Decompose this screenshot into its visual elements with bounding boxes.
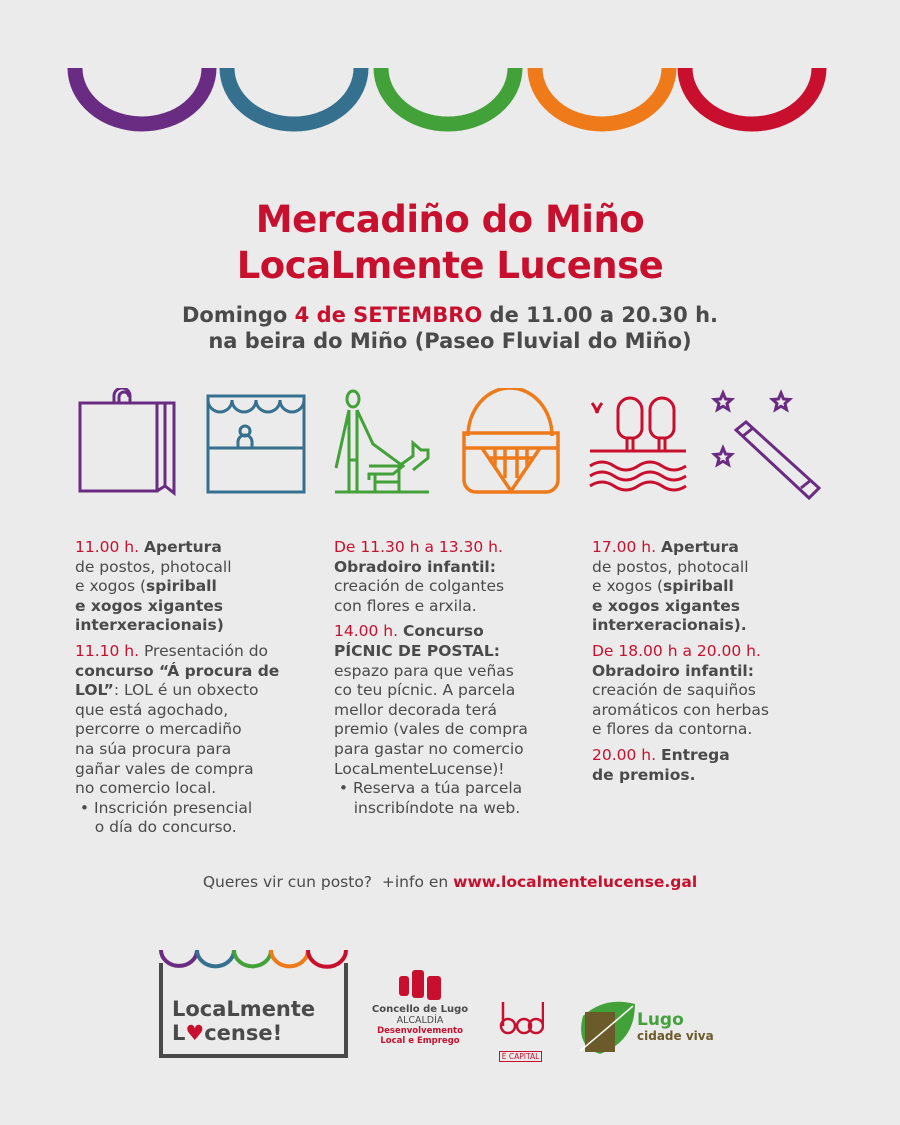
arch-orange — [535, 68, 669, 124]
event-line — [592, 616, 852, 636]
event-line — [592, 597, 852, 617]
leaf-wall-icon — [575, 996, 637, 1056]
date-prefix: Domingo — [181, 303, 295, 327]
date-highlight: 4 de SETEMBRO — [294, 303, 483, 327]
event-line — [334, 701, 594, 721]
lugo-label: Lugo — [637, 1010, 684, 1030]
event-line — [334, 597, 594, 617]
river-trees-icon — [588, 388, 692, 498]
lugo-cidade-viva-logo — [575, 996, 735, 1056]
event-highlight: PÍCNIC DE POSTAL: — [334, 641, 501, 660]
event-time: 20.00 h. — [592, 745, 661, 764]
logo-letter-l: L — [172, 1021, 186, 1045]
event-line — [75, 740, 335, 760]
city-walls-icon — [397, 968, 443, 1000]
logo-line-2 — [172, 1021, 315, 1045]
info-footer — [0, 873, 900, 891]
schedule-column-morning — [75, 538, 335, 844]
concello-de-lugo-logo — [370, 968, 470, 1046]
localmente-lucense-logo — [158, 945, 350, 1060]
event-line — [75, 577, 335, 597]
event-time: De 11.30 h a 13.30 h. — [334, 538, 503, 556]
event-location: na beira do Miño (Paseo Fluvial do Miño) — [208, 329, 692, 353]
decorative-arches — [0, 0, 900, 140]
schedule-event — [334, 622, 594, 818]
event-line — [592, 681, 852, 701]
event-highlight: interxeracionais). — [592, 616, 747, 635]
event-highlight: Obradoiro infantil: — [334, 557, 496, 576]
event-highlight: LOL” — [75, 681, 114, 700]
schedule-event — [75, 642, 335, 838]
arch-blue — [227, 68, 361, 124]
event-text: de postos, photocall — [592, 557, 749, 576]
dept-line-1: Desenvolvemento — [377, 1026, 463, 1036]
website-link[interactable]: www.localmentelucense.gal — [453, 873, 698, 891]
date-hours: de 11.00 a 20.30 h. — [482, 303, 719, 327]
event-time: 11.00 h. — [75, 538, 144, 556]
event-line — [592, 720, 852, 740]
event-line — [75, 616, 335, 636]
event-text: de postos, photocall — [75, 557, 232, 576]
event-text: no comercio local. — [75, 779, 217, 798]
title-line-2: LocaLmente Lucense — [236, 244, 664, 287]
event-highlight: spiriball — [146, 577, 217, 596]
event-text: o día do concurso. — [75, 818, 237, 837]
person-with-dog-icon — [333, 388, 437, 498]
event-line — [334, 642, 594, 662]
event-line — [334, 662, 594, 682]
event-text: e xogos ( — [592, 577, 664, 596]
lgd-logo — [493, 1000, 548, 1063]
event-line — [334, 577, 594, 597]
market-stall-icon — [205, 388, 309, 498]
event-line — [75, 720, 335, 740]
event-line — [75, 662, 335, 682]
event-text: premio (vales de compra — [334, 720, 528, 739]
event-text: espazo para que veñas — [334, 661, 514, 680]
event-highlight: Apertura — [143, 538, 222, 556]
cidade-viva-label: cidade viva — [637, 1029, 714, 1043]
event-highlight: concurso “Á procura de — [75, 661, 280, 680]
arch-red — [685, 68, 819, 124]
event-line — [334, 622, 594, 642]
heart-icon: ♥ — [185, 1021, 205, 1045]
event-highlight: de premios. — [592, 765, 696, 784]
event-line — [75, 642, 335, 662]
event-text: co teu pícnic. A parcela — [334, 681, 516, 700]
dept-line-2: Local e Emprego — [380, 1036, 460, 1046]
event-line — [75, 779, 335, 799]
event-line — [75, 597, 335, 617]
event-text: LocaLmenteLucense)! — [334, 759, 505, 778]
event-line — [75, 538, 335, 558]
schedule-event — [592, 642, 852, 740]
event-text: : LOL é un obxecto — [113, 681, 259, 700]
event-line — [592, 642, 852, 662]
event-line — [592, 662, 852, 682]
event-line — [334, 558, 594, 578]
event-text: aromáticos con herbas — [592, 700, 769, 719]
event-line — [592, 766, 852, 786]
event-text: mellor decorada terá — [334, 700, 498, 719]
event-line — [75, 818, 335, 838]
event-text: e xogos ( — [75, 577, 147, 596]
logo-line-1: LocaLmente — [172, 997, 316, 1021]
event-highlight: e xogos xigantes — [592, 596, 740, 615]
event-line — [592, 538, 852, 558]
event-text: e flores da contorna. — [592, 720, 753, 739]
event-highlight: Entrega — [660, 745, 730, 764]
lgd-caption: É CAPITAL — [499, 1051, 543, 1062]
event-line — [592, 701, 852, 721]
event-line — [334, 740, 594, 760]
logo-line-2-rest: cense! — [204, 1021, 283, 1045]
event-line — [75, 760, 335, 780]
event-text: que está agochado, — [75, 700, 229, 719]
schedule-event — [75, 538, 335, 636]
arch-purple — [75, 68, 209, 124]
event-text: gañar vales de compra — [75, 759, 254, 778]
title-line-1: Mercadiño do Miño — [255, 198, 645, 241]
event-text: percorre o mercadiño — [75, 720, 242, 739]
alcaldia-label: ALCALDÍA — [396, 1015, 444, 1026]
event-text: • Inscrición presencial — [75, 798, 253, 817]
event-text: para gastar no comercio — [334, 739, 524, 758]
event-text: inscribíndote na web. — [334, 798, 521, 817]
event-line — [592, 577, 852, 597]
event-line — [592, 558, 852, 578]
event-highlight: Obradoiro infantil: — [592, 661, 754, 680]
event-line — [75, 701, 335, 721]
event-highlight: e xogos xigantes — [75, 596, 223, 615]
event-text: creación de colgantes — [334, 577, 505, 596]
event-line — [592, 746, 852, 766]
arch-green — [381, 68, 515, 124]
event-line — [75, 799, 335, 819]
event-highlight: interxeracionais) — [75, 616, 224, 635]
event-text: Presentación do — [143, 641, 269, 660]
event-text: creación de saquiños — [592, 681, 756, 700]
schedule-event — [334, 538, 594, 616]
concello-name: Concello de Lugo — [371, 1004, 469, 1015]
event-line — [75, 681, 335, 701]
event-text: • Reserva a túa parcela — [334, 779, 523, 798]
schedule-event — [592, 746, 852, 785]
lgd-mark-icon — [498, 1000, 544, 1040]
event-highlight: spiriball — [663, 577, 734, 596]
event-time: 17.00 h. — [592, 538, 661, 556]
schedule-column-afternoon — [592, 538, 852, 791]
event-time: De 18.00 h a 20.00 h. — [592, 641, 761, 660]
magic-wand-icon — [706, 388, 826, 503]
event-line — [334, 779, 594, 799]
picnic-basket-icon — [460, 388, 564, 498]
footer-question: Queres vir cun posto? +info en — [202, 873, 454, 891]
event-text: con flores e arxila. — [334, 596, 477, 615]
event-text: na súa procura para — [75, 739, 232, 758]
schedule-column-midday — [334, 538, 594, 824]
shopping-bag-icon — [76, 388, 180, 498]
event-line — [334, 681, 594, 701]
schedule-event — [592, 538, 852, 636]
event-time: 14.00 h. — [334, 622, 403, 641]
event-highlight: Concurso — [402, 622, 484, 641]
event-highlight: Apertura — [660, 538, 739, 556]
event-line — [334, 760, 594, 780]
event-time: 11.10 h. — [75, 641, 144, 660]
event-line — [334, 538, 594, 558]
event-line — [334, 799, 594, 819]
event-line — [334, 720, 594, 740]
event-date — [0, 303, 900, 327]
event-line — [75, 558, 335, 578]
